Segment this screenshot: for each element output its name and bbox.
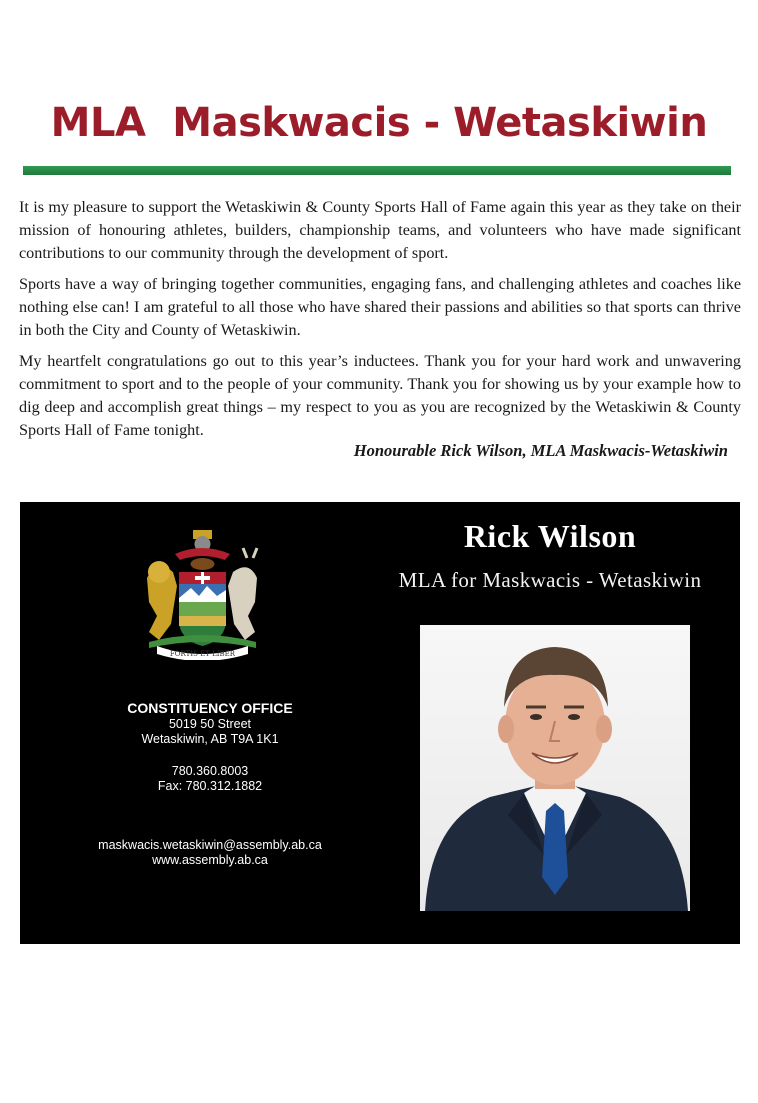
letter-body	[19, 196, 741, 450]
office-fax: Fax: 780.312.1882	[157, 779, 263, 793]
office-phone: 780.360.8003	[171, 764, 249, 778]
letter-paragraph-1: It is my pleasure to support the Wetaskiwin & County Sports Hall of Fame again this year as they take on their mission of honouring athletes, builders, championship teams, and volunteers who have made significant contributions to our community through the development of sport.	[19, 198, 741, 262]
signature: Honourable Rick Wilson, MLA Maskwacis-Wetaskiwin	[353, 441, 728, 460]
letter-paragraph-3: My heartfelt congratulations go out to this year’s inductees. Thank you for your hard work and unwavering commitment to sport and to the people of your community. Thank you for showing us by your example how to dig deep and accomplish great things – my respect to you as you are recognized by the Wetaskiwin & County Sports Hall of Fame tonight.	[19, 352, 741, 439]
alberta-coat-of-arms-icon	[135, 528, 270, 660]
green-divider	[23, 166, 731, 175]
portrait-figure	[420, 625, 690, 911]
page-title: MLA Maskwacis - Wetaskiwin	[50, 100, 708, 146]
office-city: Wetaskiwin, AB T9A 1K1	[141, 732, 279, 746]
card-name: Rick Wilson	[463, 518, 637, 554]
office-website: www.assembly.ab.ca	[152, 853, 268, 867]
letter-paragraph-2: Sports have a way of bringing together communities, engaging fans, and challenging athletes and coaches like nothing else can! I am grateful to all those who have shared their passions and abilities so that sports can thrive in both the City and County of Wetaskiwin.	[19, 275, 741, 339]
crest-motto: FORTIS ET LIBER	[169, 650, 236, 658]
portrait-photo	[420, 625, 690, 911]
office-email: maskwacis.wetaskiwin@assembly.ab.ca	[98, 838, 322, 852]
constituency-office-block	[80, 701, 340, 868]
business-card	[20, 502, 740, 944]
card-role: MLA for Maskwacis - Wetaskiwin	[398, 568, 702, 592]
office-street: 5019 50 Street	[168, 717, 251, 731]
office-heading: CONSTITUENCY OFFICE	[127, 700, 293, 716]
